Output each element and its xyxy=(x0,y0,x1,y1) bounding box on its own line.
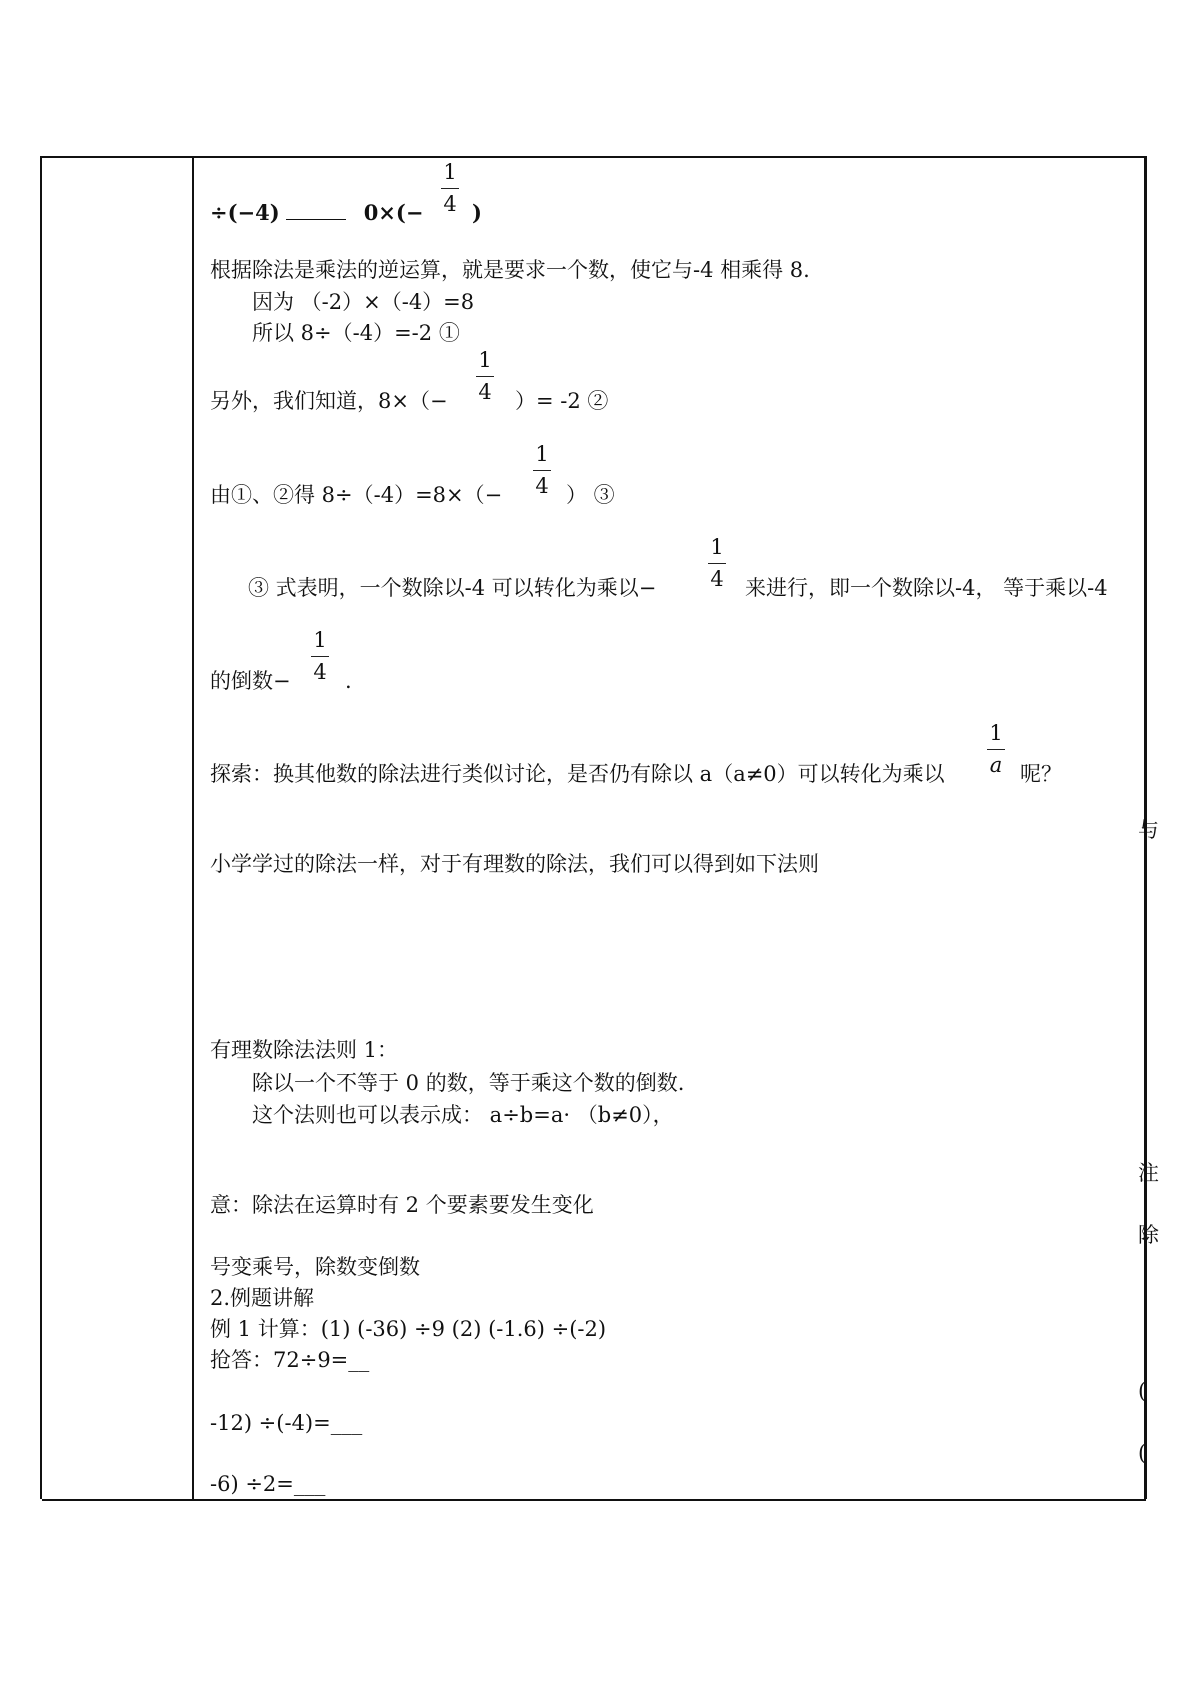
line-11: 有理数除法法则 1： xyxy=(210,1038,399,1062)
line-16: 2.例题讲解 xyxy=(210,1286,315,1310)
side-char: ( xyxy=(1138,1441,1147,1465)
line-07: ③ 式表明，一个数除以-4 可以转化为乘以− xyxy=(248,576,657,600)
line-13: 这个法则也可以表示成： a÷b=a· （b≠0）， xyxy=(252,1103,674,1127)
line-09: 探索：换其他数的除法进行类似讨论，是否仍有除以 a（a≠0）可以转化为乘以 xyxy=(210,762,945,786)
table-left-border xyxy=(40,156,42,1499)
line-08: 的倒数− xyxy=(210,669,291,693)
fraction-one-quarter: 1 4 xyxy=(309,630,331,683)
line-18: 抢答：72÷9=__ xyxy=(210,1348,370,1372)
side-char: ( xyxy=(1138,1379,1147,1403)
content-table xyxy=(42,156,1146,1501)
line-01 xyxy=(210,202,423,223)
line-04: 所以 8÷（-4）=-2 ① xyxy=(252,321,460,345)
fraction-one-quarter: 1 4 xyxy=(706,537,728,590)
line-05-end: ）= -2 ② xyxy=(515,389,609,413)
column-divider xyxy=(192,156,194,1499)
line-09-end: 呢？ xyxy=(1020,762,1062,786)
fraction-one-quarter: 1 4 xyxy=(474,350,496,403)
line-12: 除以一个不等于 0 的数，等于乘这个数的倒数. xyxy=(252,1071,685,1095)
line-10: 小学学过的除法一样，对于有理数的除法，我们可以得到如下法则 xyxy=(210,852,819,876)
line-02: 根据除法是乘法的逆运算，就是要求一个数，使它与-4 相乘得 8. xyxy=(210,258,810,282)
line-19: -12) ÷(-4)=___ xyxy=(210,1411,363,1435)
line-07-end: 来进行，即一个数除以-4， 等于乘以-4 xyxy=(745,576,1108,600)
line-06-end: ） ③ xyxy=(566,483,615,507)
line-17: 例 1 计算：(1) (-36) ÷9 (2) (-1.6) ÷(-2) xyxy=(210,1317,607,1341)
line-08-end: . xyxy=(345,669,352,693)
side-char: 除 xyxy=(1138,1223,1159,1247)
line-03: 因为 （-2）×（-4）=8 xyxy=(252,290,475,314)
side-char: 与 xyxy=(1138,818,1159,842)
line-01-close: ) xyxy=(472,200,482,225)
line-14: 意：除法在运算时有 2 个要素要发生变化 xyxy=(210,1193,594,1217)
line-20: -6) ÷2=___ xyxy=(210,1472,326,1496)
side-char: 注 xyxy=(1138,1161,1159,1185)
fraction-one-quarter: 1 4 xyxy=(439,162,461,215)
division-by-minus-four: ÷(−4) xyxy=(210,200,280,225)
fraction-one-quarter: 1 4 xyxy=(531,444,553,497)
answer-blank xyxy=(286,219,346,220)
line-05: 另外，我们知道，8×（− xyxy=(210,389,448,413)
zero-times: 0×(− xyxy=(363,200,424,225)
fraction-one-over-a: 1 a xyxy=(985,723,1007,776)
line-15: 号变乘号，除数变倒数 xyxy=(210,1255,420,1279)
line-06: 由①、②得 8÷（-4）=8×（− xyxy=(210,483,503,507)
